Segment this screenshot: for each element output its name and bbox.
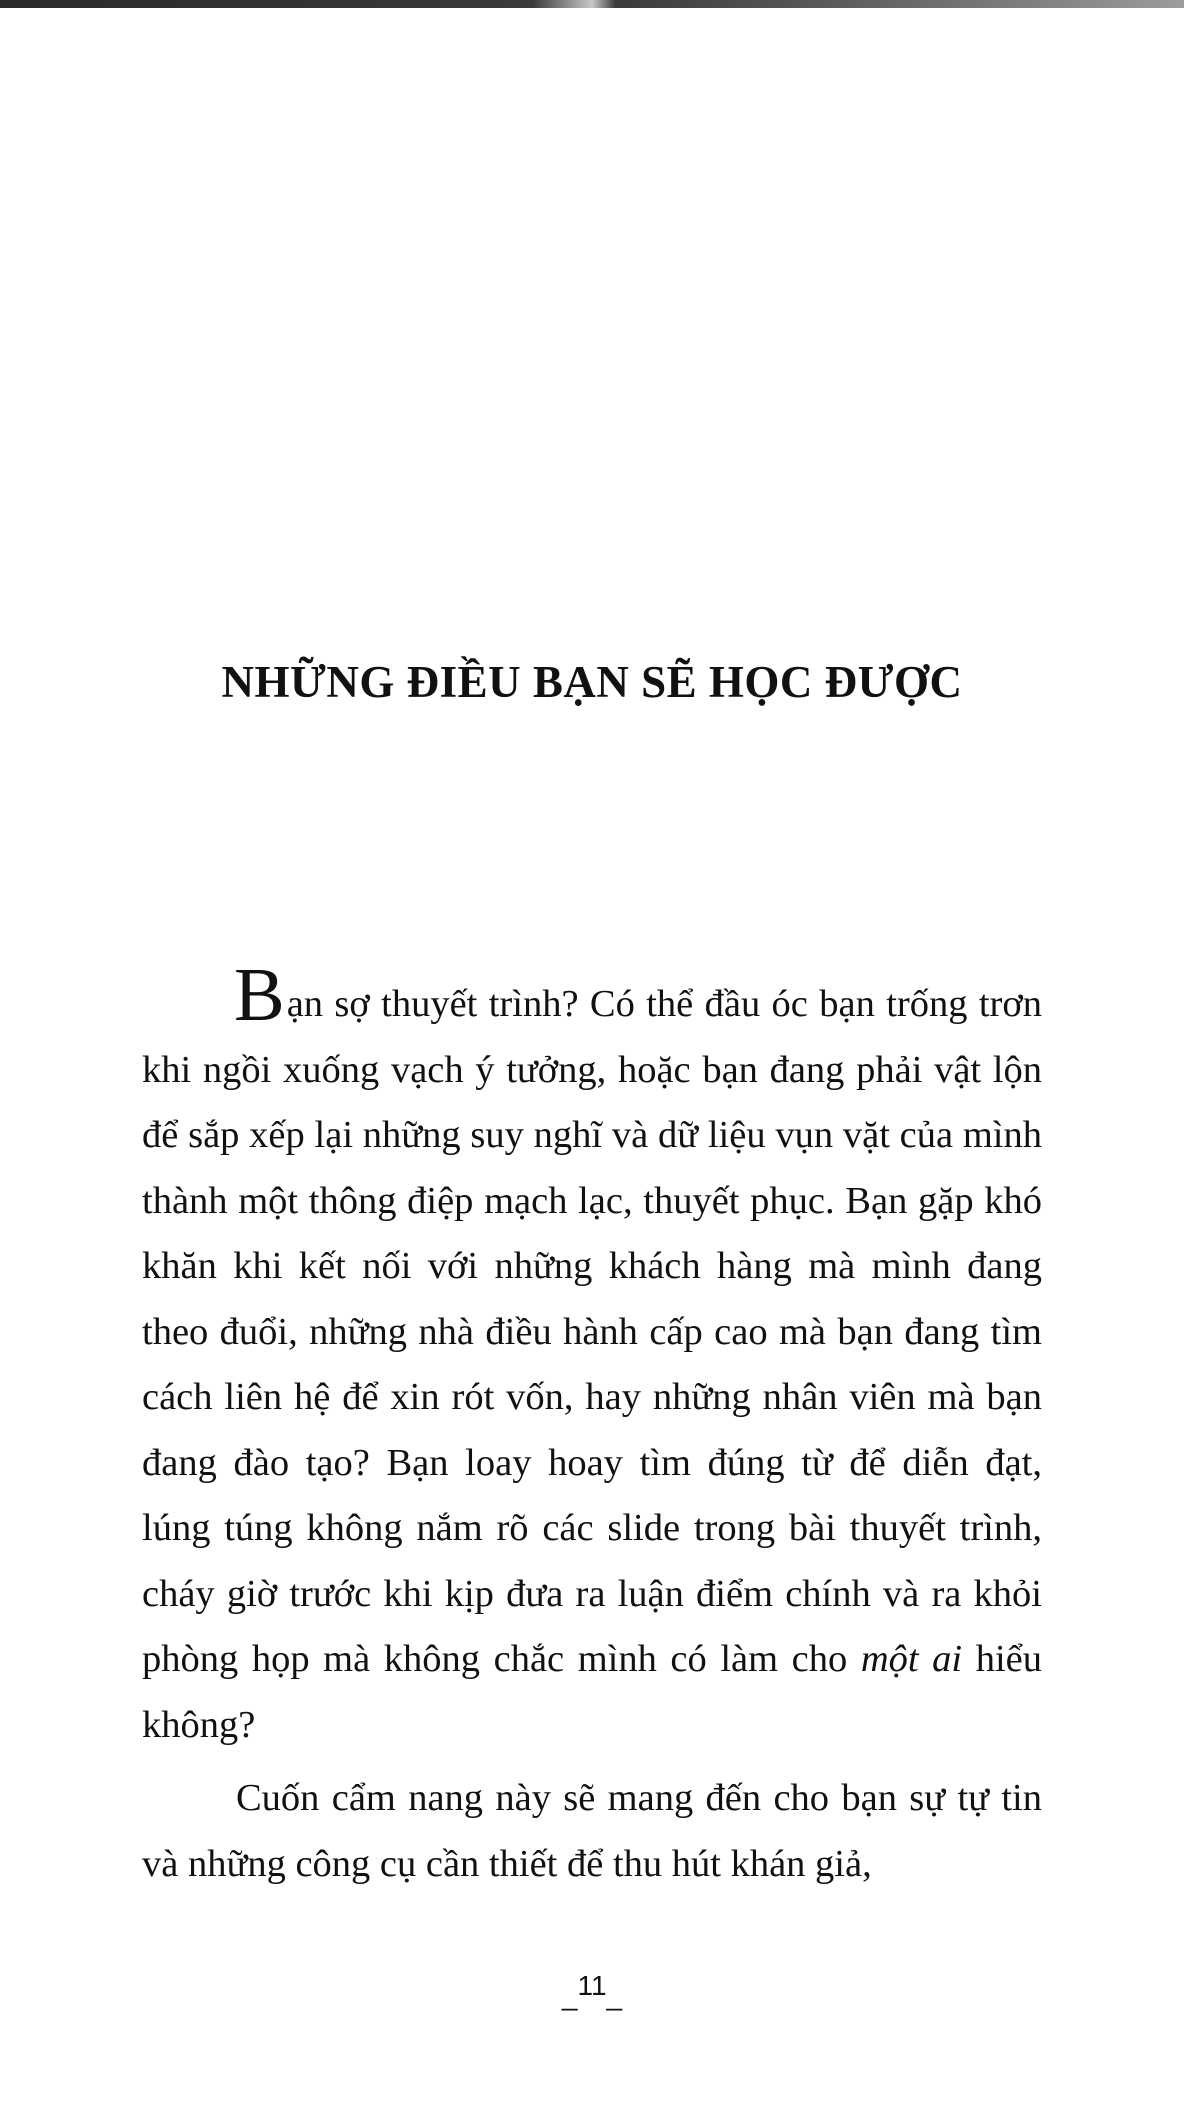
- page-number: [0, 1970, 1184, 2012]
- body-text: [142, 953, 1042, 1897]
- paragraph-1-text-end: hiểu không?: [142, 1638, 1042, 1746]
- page-number-value: 11: [577, 1970, 607, 2001]
- scan-edge: [0, 0, 1184, 8]
- paragraph-2: Cuốn cẩm nang này sẽ mang đến cho bạn sự tự tin và những công cụ cần thiết để thu hút khán giả,: [142, 1777, 1042, 1885]
- paragraph-1: [142, 953, 1042, 1758]
- page-number-dash-right: _: [606, 1980, 623, 2011]
- page-number-dash-left: _: [561, 1980, 578, 2011]
- drop-cap: B: [234, 953, 285, 1037]
- paragraph-1-emphasis: một ai: [860, 1638, 963, 1680]
- paragraph-1-text: ạn sợ thuyết trình? Có thể đầu óc bạn trống trơn khi ngồi xuống vạch ý tưởng, hoặc bạn đang phải vật lộn để sắp xếp lại những suy nghĩ và dữ liệu vụn vặt của mình thành một thông điệp mạch lạc, thuyết phục. Bạn gặp khó khăn khi kết nối với những khách hàng mà mình đang theo đuổi, những nhà điều hành cấp cao mà bạn đang tìm cách liên hệ để xin rót vốn, hay những nhân viên mà bạn đang đào tạo? Bạn loay hoay tìm đúng từ để diễn đạt, lúng túng không nắm rõ các slide trong bài thuyết trình, cháy giờ trước khi kịp đưa ra luận điểm chính và ra khỏi phòng họp mà không chắc mình có làm cho: [142, 983, 1042, 1680]
- chapter-title: NHỮNG ĐIỀU BẠN SẼ HỌC ĐƯỢC: [221, 657, 963, 707]
